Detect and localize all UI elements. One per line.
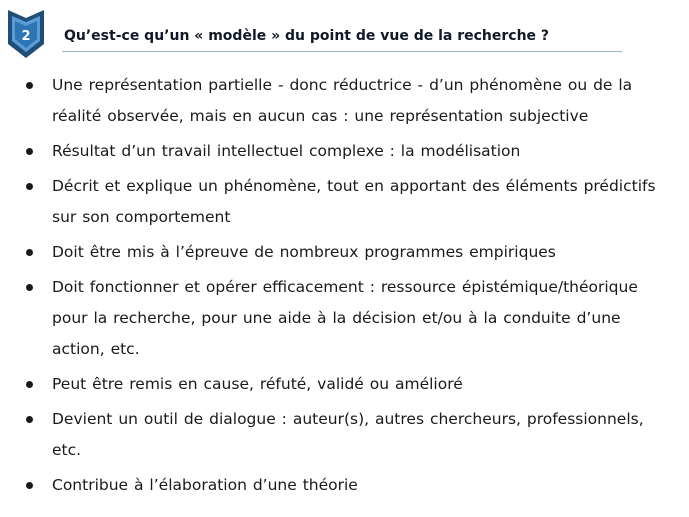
bullet-item — [24, 237, 674, 268]
slide-number-badge-icon — [6, 8, 46, 60]
bullet-dot-icon — [26, 284, 33, 291]
bullet-dot-icon — [26, 416, 33, 423]
bullet-dot-icon — [26, 381, 33, 388]
slide-title: Qu’est-ce qu’un « modèle » du point de vue de la recherche ? — [64, 28, 550, 44]
bullet-item — [24, 272, 674, 365]
bullet-text: Devient un outil de dialogue : auteur(s), autres chercheurs, professionnels, etc. — [52, 410, 644, 459]
bullet-dot-icon — [26, 249, 33, 256]
bullet-item — [24, 470, 674, 501]
slide-content — [24, 70, 674, 505]
bullet-text: Contribue à l’élaboration d’une théorie — [52, 476, 358, 494]
title-underline — [62, 51, 622, 52]
bullet-item — [24, 136, 674, 167]
bullet-text: Doit être mis à l’épreuve de nombreux programmes empiriques — [52, 243, 556, 261]
bullet-text: Décrit et explique un phénomène, tout en apportant des éléments prédictifs sur son comportement — [52, 177, 656, 226]
bullet-dot-icon — [26, 183, 33, 190]
bullet-text: Une représentation partielle - donc réductrice - d’un phénomène ou de la réalité observée, mais en aucun cas : une représentation subjective — [52, 76, 633, 125]
bullet-item — [24, 404, 674, 466]
bullet-dot-icon — [26, 82, 33, 89]
bullet-item — [24, 171, 674, 233]
bullet-dot-icon — [26, 482, 33, 489]
bullet-text: Peut être remis en cause, réfuté, validé ou amélioré — [52, 375, 463, 393]
slide-number: 2 — [21, 29, 31, 44]
bullet-text: Doit fonctionner et opérer efficacement : ressource épistémique/théorique pour la recherche, pour une aide à la décision et/ou à la conduite d’une action, etc. — [52, 278, 638, 358]
bullet-item — [24, 369, 674, 400]
bullet-dot-icon — [26, 148, 33, 155]
bullet-text: Résultat d’un travail intellectuel complexe : la modélisation — [52, 142, 521, 160]
bullet-list — [24, 70, 674, 501]
shield-icon — [6, 8, 46, 60]
bullet-item — [24, 70, 674, 132]
